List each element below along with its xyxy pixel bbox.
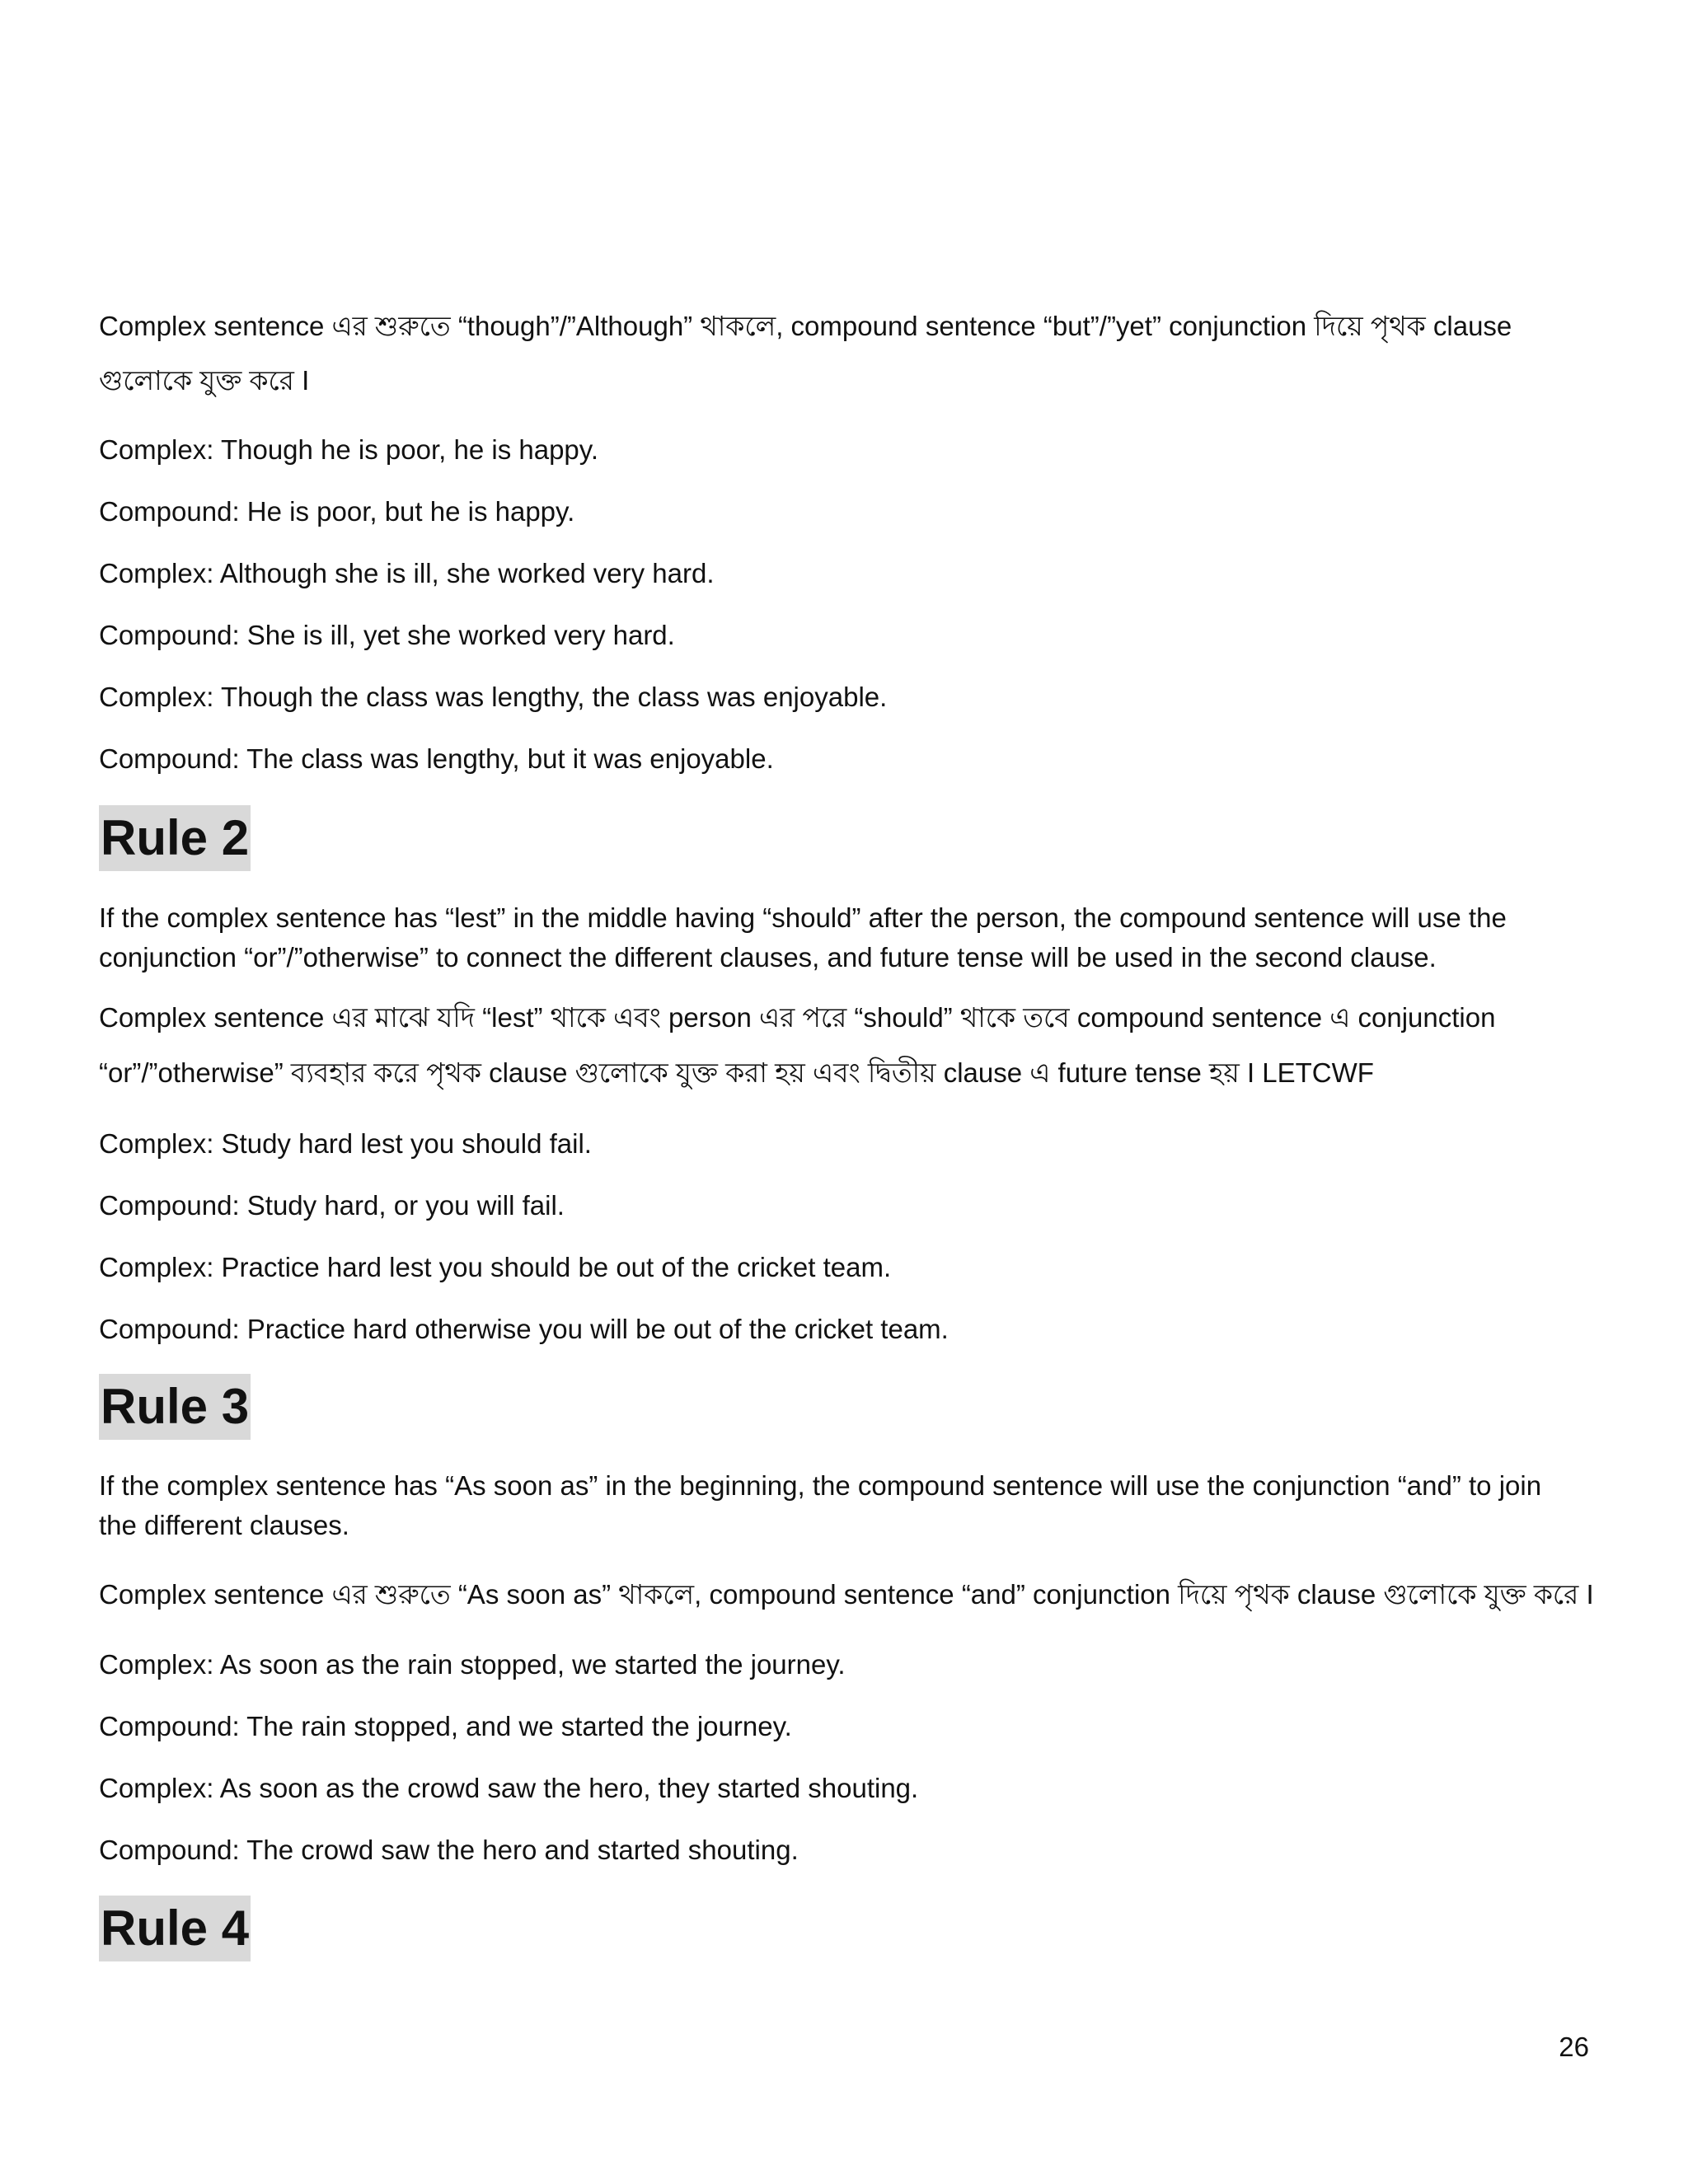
rule2-example-4: Compound: Practice hard otherwise you will be out of the cricket team. [99,1314,949,1344]
rule3-example-2: Compound: The rain stopped, and we started the journey. [99,1711,792,1741]
rule1-example-2: Compound: He is poor, but he is happy. [99,496,575,527]
rule1-example-4: Compound: She is ill, yet she worked very hard. [99,620,675,650]
rule2-example-1: Complex: Study hard lest you should fail. [99,1128,592,1159]
rule1-example-3: Complex: Although she is ill, she worked very hard. [99,558,715,588]
rule2-heading: Rule 2 [99,805,251,871]
rule3-description-bn: Complex sentence এর শুরুতে “As soon as” থাকলে, compound sentence “and” conjunction দিয়ে পৃথক clause গুলোকে যুক্ত করে I [99,1579,1594,1610]
rule1-intro-bn-line1: Complex sentence এর শুরুতে “though”/”Although” থাকলে, compound sentence “but”/”yet” conjunction দিয়ে পৃথক clause [99,311,1512,341]
rule1-intro-bn-line2: গুলোকে যুক্ত করে I [99,365,310,396]
page-number: 26 [1559,2032,1589,2062]
rule3-example-1: Complex: As soon as the rain stopped, we started the journey. [99,1649,846,1680]
rule3-description-en: If the complex sentence has “As soon as” in the beginning, the compound sentence will use the conjunction “and” to join the different clauses. [99,1470,1542,1540]
rule3-heading: Rule 3 [99,1374,251,1440]
rule2-description-en: If the complex sentence has “lest” in the middle having “should” after the person, the compound sentence will use the conjunction “or”/”otherwise” to connect the different clauses, and future tense will be used in the second clause. [99,902,1507,972]
rule4-heading: Rule 4 [99,1896,251,1961]
rule1-example-5: Complex: Though the class was lengthy, the class was enjoyable. [99,682,888,712]
rule2-example-2: Compound: Study hard, or you will fail. [99,1190,565,1221]
rule1-example-1: Complex: Though he is poor, he is happy. [99,434,598,465]
rule2-example-3: Complex: Practice hard lest you should be out of the cricket team. [99,1252,892,1282]
rule3-example-4: Compound: The crowd saw the hero and started shouting. [99,1835,799,1865]
rule1-example-6: Compound: The class was lengthy, but it was enjoyable. [99,743,774,774]
rule2-description-bn-line2: “or”/”otherwise” ব্যবহার করে পৃথক clause গুলোকে যুক্ত করা হয় এবং দ্বিতীয় clause এ future tense হয় I LETCWF [99,1057,1374,1088]
rule2-description-bn-line1: Complex sentence এর মাঝে যদি “lest” থাকে এবং person এর পরে “should” থাকে তবে compound sentence এ conjunction [99,1002,1496,1033]
rule3-example-3: Complex: As soon as the crowd saw the hero, they started shouting. [99,1773,919,1803]
